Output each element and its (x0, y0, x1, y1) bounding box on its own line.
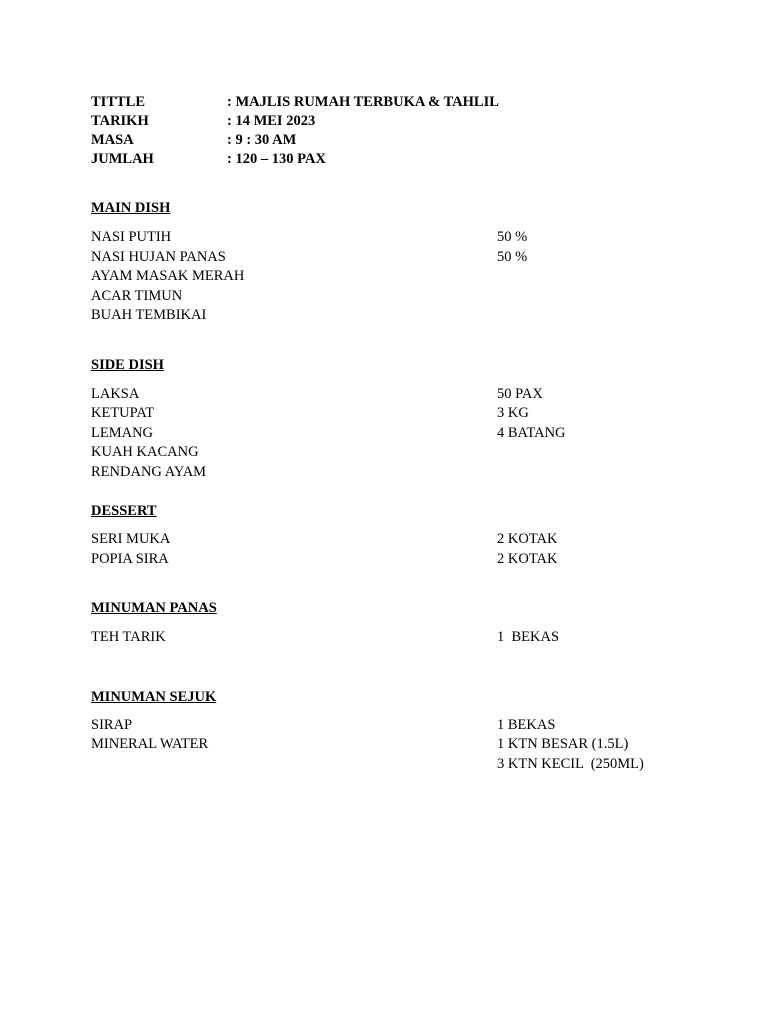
event-total-label: JUMLAH (91, 151, 154, 167)
item-name: TEH TARIK (91, 629, 166, 645)
item-name: LAKSA (91, 385, 140, 402)
list-item (91, 443, 731, 463)
section-cold-drinks (91, 688, 731, 775)
item-quantity: 3 KG (497, 405, 529, 421)
item-name: MINERAL WATER (91, 736, 209, 752)
item-quantity: 50 % (497, 248, 528, 265)
item-quantity: 2 KOTAK (497, 550, 558, 567)
item-quantity: 2 KOTAK (497, 531, 558, 547)
item-list (91, 228, 731, 326)
item-quantity: 3 KTN KECIL (250ML) (497, 755, 644, 772)
item-quantity: 1 KTN BESAR (1.5L) (497, 736, 629, 752)
event-total-row (91, 150, 731, 169)
event-time-label: MASA (91, 132, 134, 148)
item-name: RENDANG AYAM (91, 463, 207, 480)
item-name (91, 755, 497, 775)
item-quantity: 1 BEKAS (497, 629, 560, 645)
item-name: LEMANG (91, 424, 154, 441)
list-item (91, 424, 731, 444)
item-name: POPIA SIRA (91, 550, 169, 567)
list-item (91, 228, 731, 248)
item-list (91, 385, 731, 483)
list-item (91, 628, 731, 648)
event-time-row (91, 131, 731, 150)
section-title: MAIN DISH (91, 200, 171, 216)
item-name: KETUPAT (91, 405, 155, 421)
item-name: SIRAP (91, 716, 133, 733)
item-list (91, 716, 731, 775)
list-item (91, 530, 731, 550)
section-title: SIDE DISH (91, 356, 164, 373)
item-name: KUAH KACANG (91, 444, 199, 460)
list-item (91, 385, 731, 405)
list-item (91, 267, 731, 287)
item-name: BUAH TEMBIKAI (91, 307, 207, 323)
item-name: ACAR TIMUN (91, 287, 183, 304)
list-item (91, 306, 731, 326)
item-list (91, 530, 731, 569)
item-quantity: 4 BATANG (497, 424, 566, 441)
section-main-dish (91, 199, 731, 326)
event-title-label: TITTLE (91, 94, 145, 110)
section-title: DESSERT (91, 503, 157, 519)
document-page (91, 93, 731, 774)
list-item (91, 404, 731, 424)
item-quantity: 50 PAX (497, 385, 543, 402)
event-info (91, 93, 731, 169)
section-title: MINUMAN PANAS (91, 600, 217, 616)
list-item (91, 248, 731, 268)
event-title-value: : MAJLIS RUMAH TERBUKA & TAHLIL (227, 94, 499, 110)
item-name: SERI MUKA (91, 531, 171, 547)
item-name: AYAM MASAK MERAH (91, 268, 245, 284)
item-name: NASI PUTIH (91, 229, 172, 245)
event-date-value: : 14 MEI 2023 (227, 113, 316, 129)
list-item (91, 550, 731, 570)
event-date-label: TARIKH (91, 113, 149, 129)
event-total-value: : 120 – 130 PAX (227, 151, 326, 167)
list-item (91, 287, 731, 307)
section-dessert (91, 502, 731, 569)
event-date-row (91, 112, 731, 131)
list-item (91, 716, 731, 736)
item-quantity: 1 BEKAS (497, 716, 556, 733)
list-item (91, 735, 731, 755)
item-quantity: 50 % (497, 229, 528, 245)
section-side-dish (91, 356, 731, 483)
section-hot-drinks (91, 599, 731, 648)
list-item (91, 755, 731, 775)
list-item (91, 463, 731, 483)
item-name: NASI HUJAN PANAS (91, 248, 226, 265)
event-time-value: : 9 : 30 AM (227, 132, 297, 148)
item-list (91, 628, 731, 648)
section-title: MINUMAN SEJUK (91, 688, 217, 705)
event-title-row (91, 93, 731, 112)
